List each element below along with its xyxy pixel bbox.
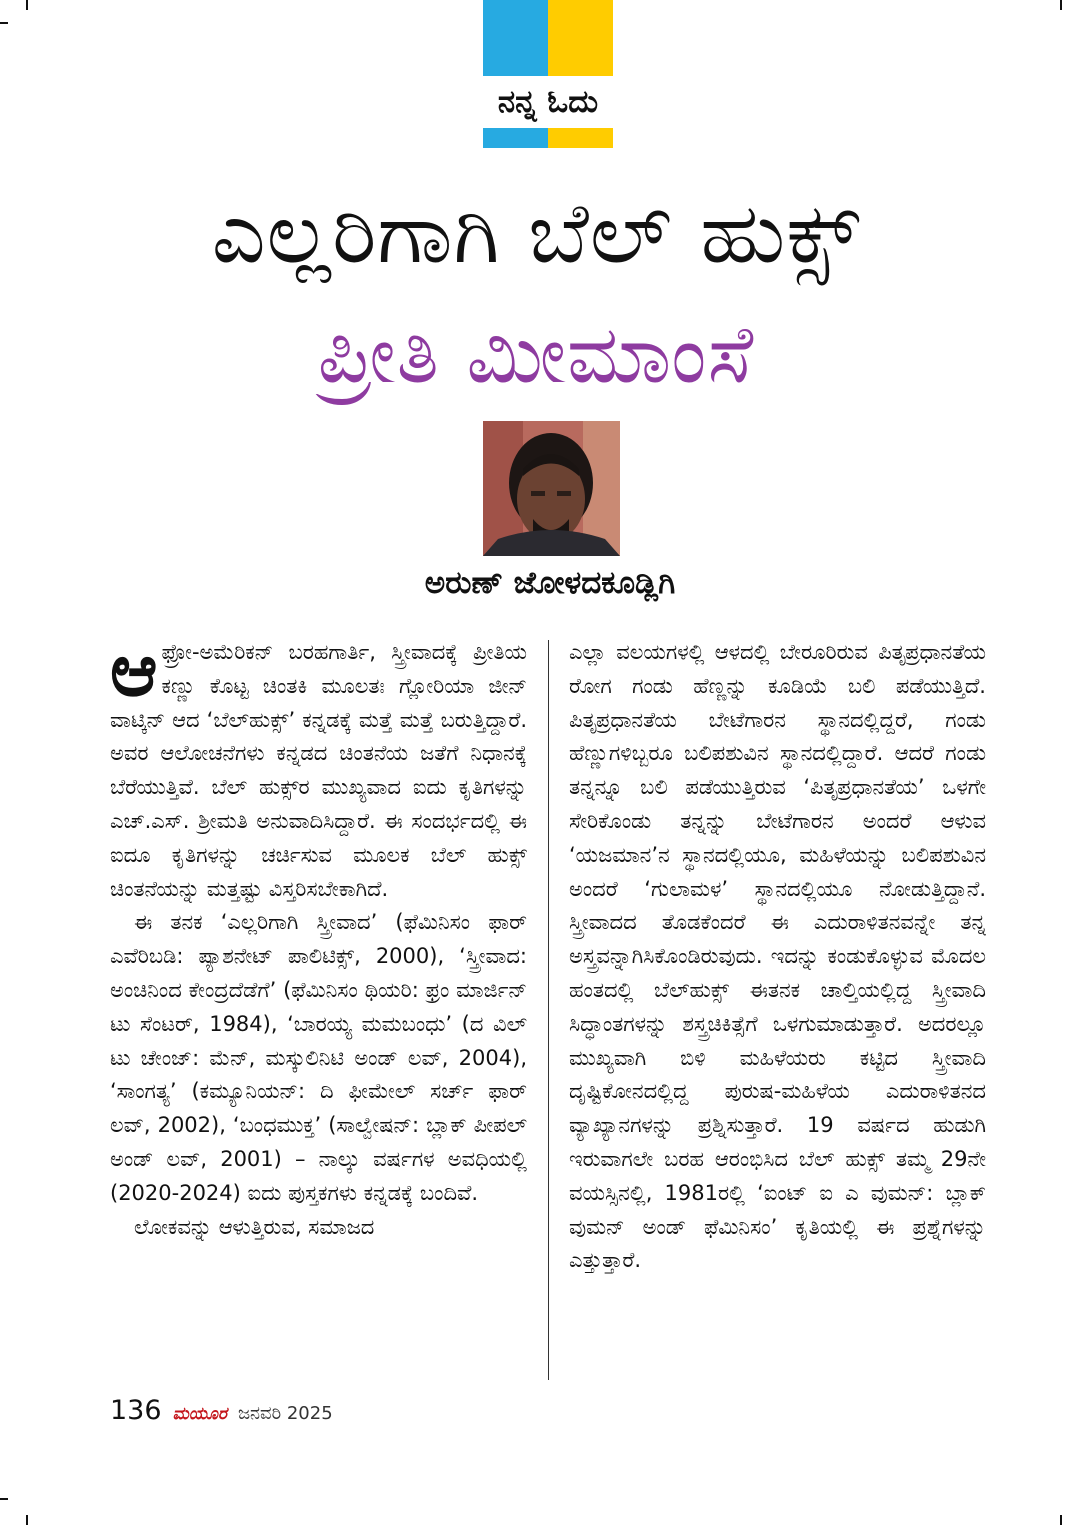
paragraph: ಈ ತನಕ ‘ಎಲ್ಲರಿಗಾಗಿ ಸ್ತ್ರೀವಾದ’ (ಫೆಮಿನಿಸಂ ಫಾರ್ ಎವೆರಿಬಡಿ: ಪ್ಯಾಶನೇಟ್ ಪಾಲಿಟಿಕ್ಸ್, 2000), ‘ಸ್ತ್ರೀವಾದ: ಅಂಚಿನಿಂದ ಕೇಂದ್ರದೆಡೆಗೆ’ (ಫೆಮಿನಿಸಂ ಥಿಯರಿ: ಫ್ರಂ ಮಾರ್ಜಿನ್ ಟು ಸೆಂಟರ್, 1984), ‘ಬಾರಯ್ಯ ಮಮಬಂಧು’ (ದ ವಿಲ್ ಟು ಚೇಂಜ್: ಮೆನ್, ಮಸ್ಕುಲಿನಿಟಿ ಅಂಡ್ ಲವ್, 2004), ‘ಸಾಂಗತ್ಯ’ (ಕಮ್ಯೂನಿಯನ್: ದಿ ಫೀಮೇಲ್ ಸರ್ಚ್ ಫಾರ್ ಲವ್, 2002), ‘ಬಂಧಮುಕ್ತ’ (ಸಾಲ್ವೇಷನ್: ಬ್ಲಾಕ್ ಪೀಪಲ್ ಅಂಡ್ ಲವ್, 2001) – ನಾಲ್ಕು ವರ್ಷಗಳ ಅವಧಿಯಲ್ಲಿ (2020-2024) ಐದು ಪುಸ್ತಕಗಳು ಕನ್ನಡಕ್ಕೆ ಬಂದಿವೆ. (110, 910, 527, 1205)
crop-mark (26, 1515, 28, 1525)
paragraph: ಎಲ್ಲಾ ವಲಯಗಳಲ್ಲಿ ಆಳದಲ್ಲಿ ಬೇರೂರಿರುವ ಪಿತೃಪ್ರಧಾನತೆಯ ರೋಗ ಗಂಡು ಹೆಣ್ಣನ್ನು ಕೂಡಿಯೆ ಬಲಿ ಪಡೆಯುತ್ತಿದೆ. ಪಿತೃಪ್ರಧಾನತೆಯ ಬೇಟೆಗಾರನ ಸ್ಥಾನದಲ್ಲಿದ್ದರೆ, ಗಂಡು ಹೆಣ್ಣುಗಳಿಬ್ಬರೂ ಬಲಿಪಶುವಿನ ಸ್ಥಾನದಲ್ಲಿದ್ದಾರೆ. ಆದರೆ ಗಂಡು ತನ್ನನ್ನೂ ಬಲಿ ಪಡೆಯುತ್ತಿರುವ ‘ಪಿತೃಪ್ರಧಾನತೆಯ’ ಒಳಗೇ ಸೇರಿಕೊಂಡು ತನ್ನನ್ನು ಬೇಟೆಗಾರನ ಅಂದರೆ ಆಳುವ ‘ಯಜಮಾನ’ನ ಸ್ಥಾನದಲ್ಲಿಯೂ, ಮಹಿಳೆಯನ್ನು ಬಲಿಪಶುವಿನ ಅಂದರೆ ‘ಗುಲಾಮಳ’ ಸ್ಥಾನದಲ್ಲಿಯೂ ನೋಡುತ್ತಿದ್ದಾನೆ. ಸ್ತ್ರೀವಾದದ ತೊಡಕೆಂದರೆ ಈ ಎದುರಾಳಿತನವನ್ನೇ ತನ್ನ ಅಸ್ತ್ರವನ್ನಾಗಿಸಿಕೊಂಡಿರುವುದು. ಇದನ್ನು ಕಂಡುಕೊಳ್ಳುವ ಮೊದಲ ಹಂತದಲ್ಲಿ ಬೆಲ್‌ಹುಕ್ಸ್ ಈತನಕ ಚಾಲ್ತಿಯಲ್ಲಿದ್ದ ಸ್ತ್ರೀವಾದಿ ಸಿದ್ಧಾಂತಗಳನ್ನು ಶಸ್ತ್ರಚಿಕಿತ್ಸೆಗೆ ಒಳಗುಮಾಡುತ್ತಾರೆ. ಅದರಲ್ಲೂ ಮುಖ್ಯವಾಗಿ ಬಿಳಿ ಮಹಿಳೆಯರು ಕಟ್ಟಿದ ಸ್ತ್ರೀವಾದಿ ದೃಷ್ಟಿಕೋನದಲ್ಲಿದ್ದ ಪುರುಷ-ಮಹಿಳೆಯ ಎದುರಾಳಿತನದ ವ್ಯಾಖ್ಯಾನಗಳನ್ನು ಪ್ರಶ್ನಿಸುತ್ತಾರೆ. 19 ವರ್ಷದ ಹುಡುಗಿ ಇರುವಾಗಲೇ ಬರಹ ಆರಂಭಿಸಿದ ಬೆಲ್ ಹುಕ್ಸ್ ತಮ್ಮ 29ನೇ ವಯಸ್ಸಿನಲ್ಲಿ, 1981ರಲ್ಲಿ ‘ಐಂಟ್ ಐ ಎ ವುಮನ್: ಬ್ಲಾಕ್ ವುಮನ್ ಅಂಡ್ ಫೆಮಿನಿಸಂ’ ಕೃತಿಯಲ್ಲಿ ಈ ಪ್ರಶ್ನೆಗಳನ್ನು ಎತ್ತುತ್ತಾರೆ. (569, 640, 986, 1273)
column-divider (548, 640, 549, 1380)
crop-mark (0, 22, 8, 24)
crop-mark (1060, 0, 1062, 10)
crop-mark (1060, 1515, 1062, 1525)
paragraph: ಲೋಕವನ್ನು ಆಳುತ್ತಿರುವ, ಸಮಾಜದ (134, 1214, 375, 1239)
author-photo (483, 421, 620, 556)
article-column-2 (569, 636, 986, 1380)
author-portrait-image (483, 421, 620, 556)
paragraph: ಫ್ರೋ-ಅಮೆರಿಕನ್ ಬರಹಗಾರ್ತಿ, ಸ್ತ್ರೀವಾದಕ್ಕೆ ಪ್ರೀತಿಯ ಕಣ್ಣು ಕೊಟ್ಟ ಚಿಂತಕಿ ಮೂಲತಃ ಗ್ಲೋರಿಯಾ ಜೀನ್ ವಾಟ್ಕಿನ್ ಆದ ‘ಬೆಲ್‌ಹುಕ್ಸ್’ ಕನ್ನಡಕ್ಕೆ ಮತ್ತೆ ಮತ್ತೆ ಬರುತ್ತಿದ್ದಾರೆ. ಅವರ ಆಲೋಚನೆಗಳು ಕನ್ನಡದ ಚಿಂತನೆಯ ಜತೆಗೆ ನಿಧಾನಕ್ಕೆ ಬೆರೆಯುತ್ತಿವೆ. ಬೆಲ್ ಹುಕ್ಸ್‌ರ ಮುಖ್ಯವಾದ ಐದು ಕೃತಿಗಳನ್ನು ಎಚ್.ಎಸ್. ಶ್ರೀಮತಿ ಅನುವಾದಿಸಿದ್ದಾರೆ. ಈ ಸಂದರ್ಭದಲ್ಲಿ ಈ ಐದೂ ಕೃತಿಗಳನ್ನು ಚರ್ಚಿಸುವ ಮೂಲಕ ಬೆಲ್ ಹುಕ್ಸ್ ಚಿಂತನೆಯನ್ನು ಮತ್ತಷ್ಟು ವಿಸ್ತರಿಸಬೇಕಾಗಿದೆ. (110, 640, 527, 901)
headline-line-2: ಪ್ರೀತಿ ಮೀಮಾಂಸೆ (317, 308, 755, 401)
headline-line-1: ಎಲ್ಲರಿಗಾಗಿ ಬೆಲ್ ಹುಕ್ಸ್ (211, 184, 861, 282)
crop-mark (26, 0, 28, 10)
issue-date: ಜನವರಿ 2025 (237, 1403, 333, 1424)
crop-mark (0, 1498, 8, 1500)
magazine-logo: ಮಯೂರ (172, 1404, 227, 1424)
section-logo (483, 0, 613, 148)
drop-cap: ಆ (110, 636, 158, 712)
page-number: 136 (110, 1395, 162, 1426)
page-footer (110, 1393, 333, 1429)
article-column-1 (110, 636, 527, 1380)
section-logo-text: ನನ್ನ ಓದು (497, 84, 599, 120)
author-byline: ಅರುಣ್ ಜೋಳದಕೂಡ್ಲಿಗಿ (424, 565, 676, 601)
